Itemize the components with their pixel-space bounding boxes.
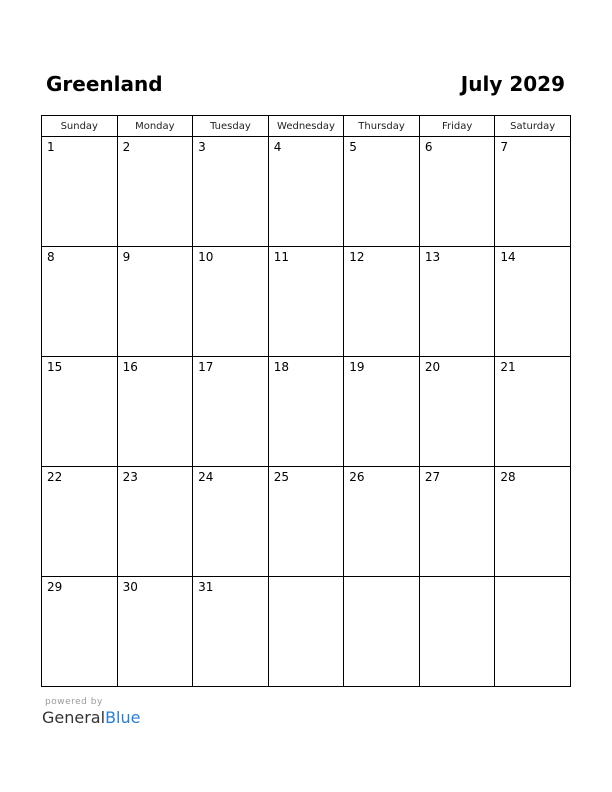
calendar-region-title: Greenland [46,72,163,96]
day-cell [42,247,118,357]
day-cell [419,577,495,687]
day-number: 27 [424,470,441,484]
day-cell [419,137,495,247]
day-cell [42,467,118,577]
day-cell [344,247,420,357]
day-number: 24 [198,470,214,484]
day-cell [495,357,571,467]
day-cell [117,247,193,357]
day-cell [344,577,420,687]
week-row [42,577,571,687]
weekday-header-row [42,116,571,137]
day-cell [193,247,269,357]
weekday-thursday: Thursday [344,116,420,137]
day-number: 29 [47,580,63,594]
day-cell [344,467,420,577]
weekday-saturday: Saturday [495,116,571,137]
day-cell [268,357,344,467]
day-number: 16 [122,360,138,374]
day-cell [495,577,571,687]
day-number: 6 [424,140,433,154]
day-cell [268,577,344,687]
week-row [42,137,571,247]
day-cell [419,247,495,357]
day-cell [42,137,118,247]
day-number: 23 [122,470,138,484]
day-number: 4 [273,140,282,154]
day-number: 15 [47,360,63,374]
day-number: 12 [349,250,365,264]
brand-name-part1: General [42,708,106,727]
day-number: 2 [122,140,131,154]
day-cell [117,467,193,577]
day-number: 9 [122,250,131,264]
day-number [344,577,419,580]
day-number: 18 [273,360,289,374]
weekday-friday: Friday [419,116,495,137]
day-cell [268,247,344,357]
calendar-month-title: July 2029 [460,72,565,96]
day-cell [419,357,495,467]
day-number: 28 [500,470,516,484]
day-number: 13 [424,250,441,264]
day-cell [344,137,420,247]
day-cell [495,247,571,357]
day-cell [344,357,420,467]
weekday-wednesday: Wednesday [268,116,344,137]
weekday-sunday: Sunday [42,116,118,137]
day-number: 5 [349,140,357,154]
day-number: 10 [198,250,214,264]
day-number: 1 [47,140,55,154]
day-cell [495,137,571,247]
day-number: 22 [47,470,63,484]
day-cell [193,357,269,467]
day-number [269,577,344,580]
day-cell [117,577,193,687]
day-number: 25 [273,470,289,484]
day-number: 7 [500,140,509,154]
week-row [42,247,571,357]
day-number: 14 [500,250,516,264]
weekday-monday: Monday [117,116,193,137]
day-number: 3 [198,140,206,154]
day-cell [117,137,193,247]
day-cell [193,137,269,247]
day-number: 31 [198,580,214,594]
calendar-grid [41,115,571,687]
day-cell [495,467,571,577]
brand-name-part2: Blue [105,708,141,727]
day-cell [268,137,344,247]
powered-by-label: powered by [45,697,103,707]
day-cell [419,467,495,577]
generalblue-logo[interactable] [42,708,140,728]
week-row [42,467,571,577]
day-number [495,577,570,580]
day-number: 20 [424,360,441,374]
day-cell [42,577,118,687]
weekday-tuesday: Tuesday [193,116,269,137]
day-cell [117,357,193,467]
day-number: 17 [198,360,214,374]
day-number: 19 [349,360,365,374]
day-number: 26 [349,470,365,484]
day-number: 30 [122,580,138,594]
day-cell [193,577,269,687]
day-cell [193,467,269,577]
day-cell [42,357,118,467]
week-row [42,357,571,467]
day-number: 8 [47,250,55,264]
day-number: 11 [273,250,289,264]
day-number [420,577,495,580]
day-cell [268,467,344,577]
day-number: 21 [500,360,516,374]
